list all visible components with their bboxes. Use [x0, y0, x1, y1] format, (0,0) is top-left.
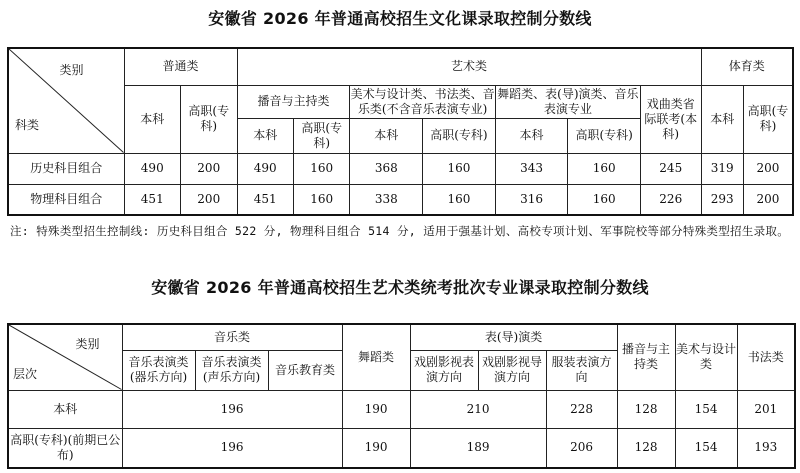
row-label: 高职(专科)(前期已公布)	[8, 428, 122, 468]
subheader-qiyue: 音乐表演类(器乐方向)	[122, 350, 195, 390]
table1-corner-cell	[8, 48, 124, 153]
art-score-table	[7, 323, 796, 469]
col-boyin-benke: 本科	[237, 118, 293, 153]
score-cell: 293	[701, 184, 743, 215]
score-cell: 128	[617, 428, 675, 468]
col-tiyu-gaozhi: 高职(专科)	[743, 85, 793, 153]
culture-score-table	[7, 47, 794, 216]
footnote: 注: 特殊类型招生控制线: 历史科目组合 522 分, 物理科目组合 514 分, 适用于强基计划、高校专项计划、军事院校等部分特殊类型招生录取。	[10, 224, 790, 238]
score-cell: 128	[617, 390, 675, 428]
page-title-art: 安徽省 2026 年普通高校招生艺术类统考批次专业课录取控制分数线	[151, 278, 649, 297]
subheader-xiju-biaoyan: 戏剧影视表演方向	[410, 350, 478, 390]
col-wudao-gaozhi: 高职(专科)	[568, 118, 641, 153]
subheader-xiqu: 戏曲类省际联考(本科)	[640, 85, 701, 153]
header-yishu: 艺术类	[237, 48, 701, 85]
table2-corner-cell	[8, 324, 122, 390]
page-title-culture: 安徽省 2026 年普通高校招生文化课录取控制分数线	[208, 9, 592, 28]
score-cell: 451	[237, 184, 293, 215]
col-putong-gaozhi: 高职(专科)	[181, 85, 238, 153]
score-cell: 189	[410, 428, 546, 468]
score-cell: 338	[350, 184, 423, 215]
table-row	[8, 390, 795, 428]
row-label: 物理科目组合	[8, 184, 124, 215]
header-tiyu: 体育类	[701, 48, 793, 85]
col-tiyu-benke: 本科	[701, 85, 743, 153]
score-cell: 190	[342, 428, 410, 468]
row-label: 本科	[8, 390, 122, 428]
score-cell: 343	[495, 153, 568, 184]
header-wudao: 舞蹈类	[342, 324, 410, 390]
score-cell: 160	[568, 153, 641, 184]
table-row	[8, 153, 793, 184]
score-cell: 316	[495, 184, 568, 215]
score-cell: 200	[181, 184, 238, 215]
score-cell: 319	[701, 153, 743, 184]
score-cell: 196	[122, 428, 342, 468]
header-boyin: 播音与主持类	[617, 324, 675, 390]
row-label: 历史科目组合	[8, 153, 124, 184]
score-cell: 196	[122, 390, 342, 428]
subheader-xiju-daoyan: 戏剧影视导演方向	[478, 350, 546, 390]
score-cell: 160	[293, 184, 349, 215]
score-cell: 200	[181, 153, 238, 184]
subheader-boyin: 播音与主持类	[237, 85, 350, 118]
corner-label-subject: 科类	[15, 117, 40, 132]
header-meishu: 美术与设计类	[675, 324, 737, 390]
score-cell: 210	[410, 390, 546, 428]
score-cell: 226	[640, 184, 701, 215]
score-cell: 206	[546, 428, 617, 468]
score-cell: 160	[568, 184, 641, 215]
subheader-fuzhuang: 服装表演方向	[546, 350, 617, 390]
col-wudao-benke: 本科	[495, 118, 568, 153]
score-cell: 200	[743, 184, 793, 215]
score-cell: 154	[675, 390, 737, 428]
subheader-shengyue: 音乐表演类(声乐方向)	[195, 350, 268, 390]
score-cell: 160	[423, 153, 496, 184]
corner-label-category: 类别	[59, 63, 84, 77]
table-row	[8, 184, 793, 215]
col-meishu-benke: 本科	[350, 118, 423, 153]
score-cell: 368	[350, 153, 423, 184]
subheader-jiaoyu: 音乐教育类	[268, 350, 342, 390]
header-yinyue: 音乐类	[122, 324, 342, 350]
header-putong: 普通类	[124, 48, 237, 85]
score-cell: 490	[124, 153, 180, 184]
table-row	[8, 428, 795, 468]
subheader-meishu: 美术与设计类、书法类、音乐类(不含音乐表演专业)	[350, 85, 495, 118]
score-cell: 160	[293, 153, 349, 184]
header-shufa: 书法类	[737, 324, 795, 390]
score-cell: 154	[675, 428, 737, 468]
col-putong-benke: 本科	[124, 85, 180, 153]
score-cell: 200	[743, 153, 793, 184]
corner-label-category: 类别	[75, 337, 100, 351]
score-cell: 245	[640, 153, 701, 184]
score-cell: 201	[737, 390, 795, 428]
score-cell: 160	[423, 184, 496, 215]
corner-label-level: 层次	[13, 366, 38, 381]
col-boyin-gaozhi: 高职(专科)	[293, 118, 349, 153]
subheader-wudao: 舞蹈类、表(导)演类、音乐表演专业	[495, 85, 640, 118]
score-cell: 490	[237, 153, 293, 184]
score-cell: 451	[124, 184, 180, 215]
score-cell: 190	[342, 390, 410, 428]
score-cell: 228	[546, 390, 617, 428]
col-meishu-gaozhi: 高职(专科)	[423, 118, 496, 153]
header-biaoyan: 表(导)演类	[410, 324, 617, 350]
score-cell: 193	[737, 428, 795, 468]
